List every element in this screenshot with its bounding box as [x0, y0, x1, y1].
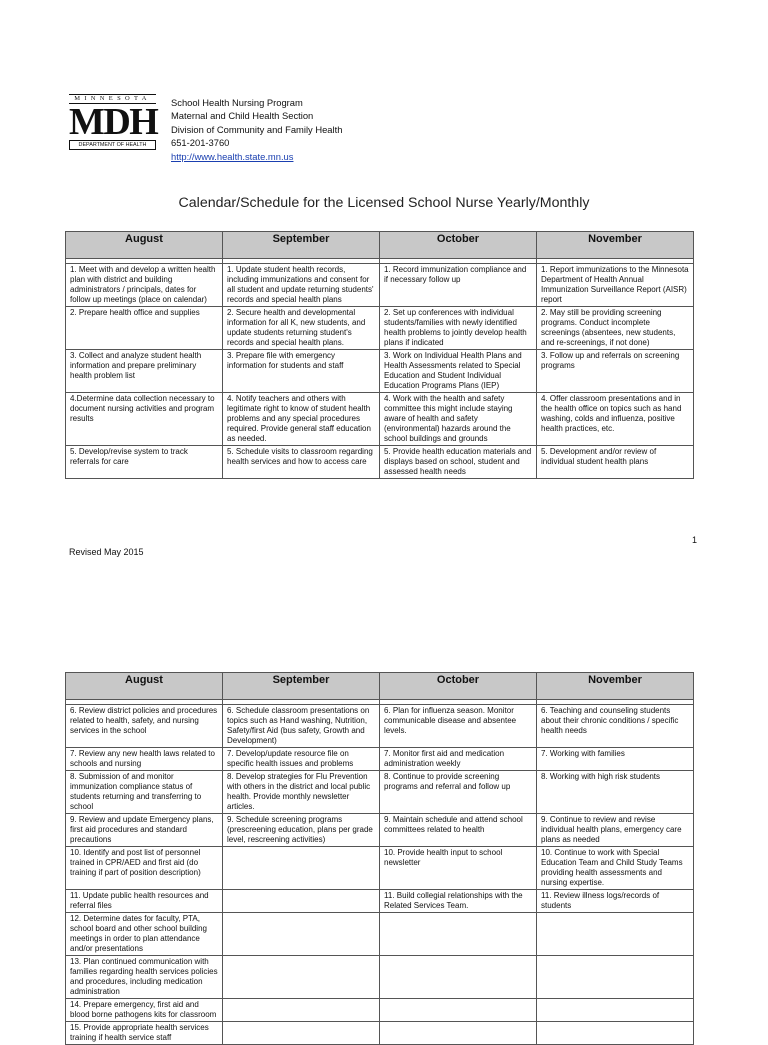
table-row [66, 999, 694, 1022]
task-cell-november: 6. Teaching and counseling students about their chronic conditions / specific health needs [537, 705, 694, 748]
column-header-august: August [66, 673, 223, 700]
task-cell-november: 5. Development and/or review of individual student health plans [537, 446, 694, 479]
column-header-september: September [223, 673, 380, 700]
column-header-november: November [537, 232, 694, 259]
task-cell-september [223, 956, 380, 999]
table-row [66, 446, 694, 479]
task-cell-august: 4.Determine data collection necessary to document nursing activities and program results [66, 393, 223, 446]
task-cell-november: 3. Follow up and referrals on screening programs [537, 350, 694, 393]
table-row [66, 264, 694, 307]
phone-number: 651-201-3760 [171, 137, 230, 149]
task-cell-september: 4. Notify teachers and others with legitimate right to know of student health problems and any special procedures required. Provide general staff education as needed. [223, 393, 380, 446]
task-cell-november: 8. Working with high risk students [537, 771, 694, 814]
table-row [66, 350, 694, 393]
task-cell-august: 2. Prepare health office and supplies [66, 307, 223, 350]
task-cell-august: 12. Determine dates for faculty, PTA, school board and other school building meetings in order to plan attendance and/or presentations [66, 913, 223, 956]
table-row [66, 307, 694, 350]
task-cell-october: 3. Work on Individual Health Plans and Health Assessments related to Special Education and Student Individual Education Programs Plans (IEP) [380, 350, 537, 393]
revised-date: Revised May 2015 [69, 547, 144, 557]
task-cell-august: 9. Review and update Emergency plans, first aid procedures and standard precautions [66, 814, 223, 847]
column-header-october: October [380, 232, 537, 259]
schedule-table-1 [65, 231, 694, 479]
table-row [66, 748, 694, 771]
page-number: 1 [692, 535, 698, 545]
task-cell-september [223, 999, 380, 1022]
task-cell-september [223, 847, 380, 890]
task-cell-october: 8. Continue to provide screening programs and referral and follow up [380, 771, 537, 814]
table-row [66, 393, 694, 446]
task-cell-september: 7. Develop/update resource file on specific health issues and problems [223, 748, 380, 771]
task-cell-october: 7. Monitor first aid and medication administration weekly [380, 748, 537, 771]
task-cell-november [537, 913, 694, 956]
task-cell-october: 2. Set up conferences with individual students/families with newly identified health problems to jointly develop health plans if indicated [380, 307, 537, 350]
task-cell-november [537, 999, 694, 1022]
task-cell-august: 11. Update public health resources and referral files [66, 890, 223, 913]
task-cell-august: 7. Review any new health laws related to schools and nursing [66, 748, 223, 771]
website-link[interactable]: http://www.health.state.mn.us [171, 150, 294, 162]
task-cell-november [537, 1022, 694, 1045]
task-cell-october: 11. Build collegial relationships with the Related Services Team. [380, 890, 537, 913]
task-cell-september: 9. Schedule screening programs (prescreening education, plans per grade level, rescreening activities) [223, 814, 380, 847]
table-row [66, 890, 694, 913]
task-cell-october: 1. Record immunization compliance and if necessary follow up [380, 264, 537, 307]
task-cell-november: 11. Review illness logs/records of students [537, 890, 694, 913]
task-cell-november: 10. Continue to work with Special Education Team and Child Study Teams providing health assessments and nursing expertise. [537, 847, 694, 890]
task-cell-august: 14. Prepare emergency, first aid and blood borne pathogens kits for classroom [66, 999, 223, 1022]
task-cell-november: 2. May still be providing screening programs. Conduct incomplete screenings (absentees, new students, and re-screenings, if not done) [537, 307, 694, 350]
column-header-august: August [66, 232, 223, 259]
task-cell-october: 10. Provide health input to school newsletter [380, 847, 537, 890]
task-cell-october [380, 1022, 537, 1045]
task-cell-november [537, 956, 694, 999]
task-cell-august: 1. Meet with and develop a written health plan with district and building administrators / principals, dates for follow up meetings (place on calendar) [66, 264, 223, 307]
table-row [66, 1022, 694, 1045]
task-cell-august: 6. Review district policies and procedures related to health, safety, and nursing services in the school [66, 705, 223, 748]
logo-state-text: MINNESOTA [69, 94, 156, 104]
task-cell-august: 13. Plan continued communication with families regarding health services policies and procedures, including medication administration [66, 956, 223, 999]
task-cell-september: 1. Update student health records, including immunizations and consent for all student and update returning students' records and special health plans [223, 264, 380, 307]
task-cell-november: 1. Report immunizations to the Minnesota Department of Health Annual Immunization Surveillance Report (AISR) report [537, 264, 694, 307]
logo-department-text: DEPARTMENT OF HEALTH [69, 140, 156, 150]
task-cell-october: 9. Maintain schedule and attend school committees related to health [380, 814, 537, 847]
column-header-november: November [537, 673, 694, 700]
task-cell-september: 5. Schedule visits to classroom regarding health services and how to access care [223, 446, 380, 479]
schedule-table-2 [65, 672, 694, 1045]
task-cell-september: 6. Schedule classroom presentations on topics such as Hand washing, Nutrition, Safety/first Aid (bus safety, Growth and Development) [223, 705, 380, 748]
task-cell-november: 7. Working with families [537, 748, 694, 771]
table-row [66, 956, 694, 999]
mdh-logo [69, 94, 156, 148]
task-cell-september: 2. Secure health and developmental information for all K, new students, and update students returning student's records and special health plans. [223, 307, 380, 350]
table-row [66, 847, 694, 890]
task-cell-august: 10. Identify and post list of personnel trained in CPR/AED and first aid (do training if part of position description) [66, 847, 223, 890]
task-cell-september: 3. Prepare file with emergency information for students and staff [223, 350, 380, 393]
task-cell-august: 8. Submission of and monitor immunization compliance status of students returning and transferring to school [66, 771, 223, 814]
header-block [171, 96, 342, 163]
task-cell-october: 4. Work with the health and safety committee this might include staying aware of health and safety (environmental) hazards around the school buildings and grounds [380, 393, 537, 446]
task-cell-september [223, 1022, 380, 1045]
task-cell-october [380, 956, 537, 999]
task-cell-november: 9. Continue to review and revise individual health plans, emergency care plans as needed [537, 814, 694, 847]
table-row [66, 771, 694, 814]
program-name: School Health Nursing Program [171, 97, 303, 108]
task-cell-september [223, 913, 380, 956]
task-cell-october [380, 913, 537, 956]
task-cell-october: 6. Plan for influenza season. Monitor communicable disease and absentee levels. [380, 705, 537, 748]
task-cell-august: 3. Collect and analyze student health information and prepare preliminary health problem list [66, 350, 223, 393]
logo-abbr: MDH [69, 101, 158, 143]
division-name: Division of Community and Family Health [171, 123, 343, 135]
task-cell-november: 4. Offer classroom presentations and in the health office on topics such as hand washing, colds and influenza, positive health practices, etc. [537, 393, 694, 446]
table-row [66, 814, 694, 847]
column-header-october: October [380, 673, 537, 700]
page-title: Calendar/Schedule for the Licensed School Nurse Yearly/Monthly [178, 195, 590, 211]
table-row [66, 705, 694, 748]
column-header-september: September [223, 232, 380, 259]
task-cell-september: 8. Develop strategies for Flu Prevention with others in the district and local public health. Provide monthly newsletter articles. [223, 771, 380, 814]
task-cell-august: 15. Provide appropriate health services training if health service staff [66, 1022, 223, 1045]
task-cell-october: 5. Provide health education materials and displays based on school, student and assessed health needs [380, 446, 537, 479]
task-cell-october [380, 999, 537, 1022]
task-cell-august: 5. Develop/revise system to track referrals for care [66, 446, 223, 479]
table-row [66, 913, 694, 956]
section-name: Maternal and Child Health Section [171, 110, 314, 122]
task-cell-september [223, 890, 380, 913]
